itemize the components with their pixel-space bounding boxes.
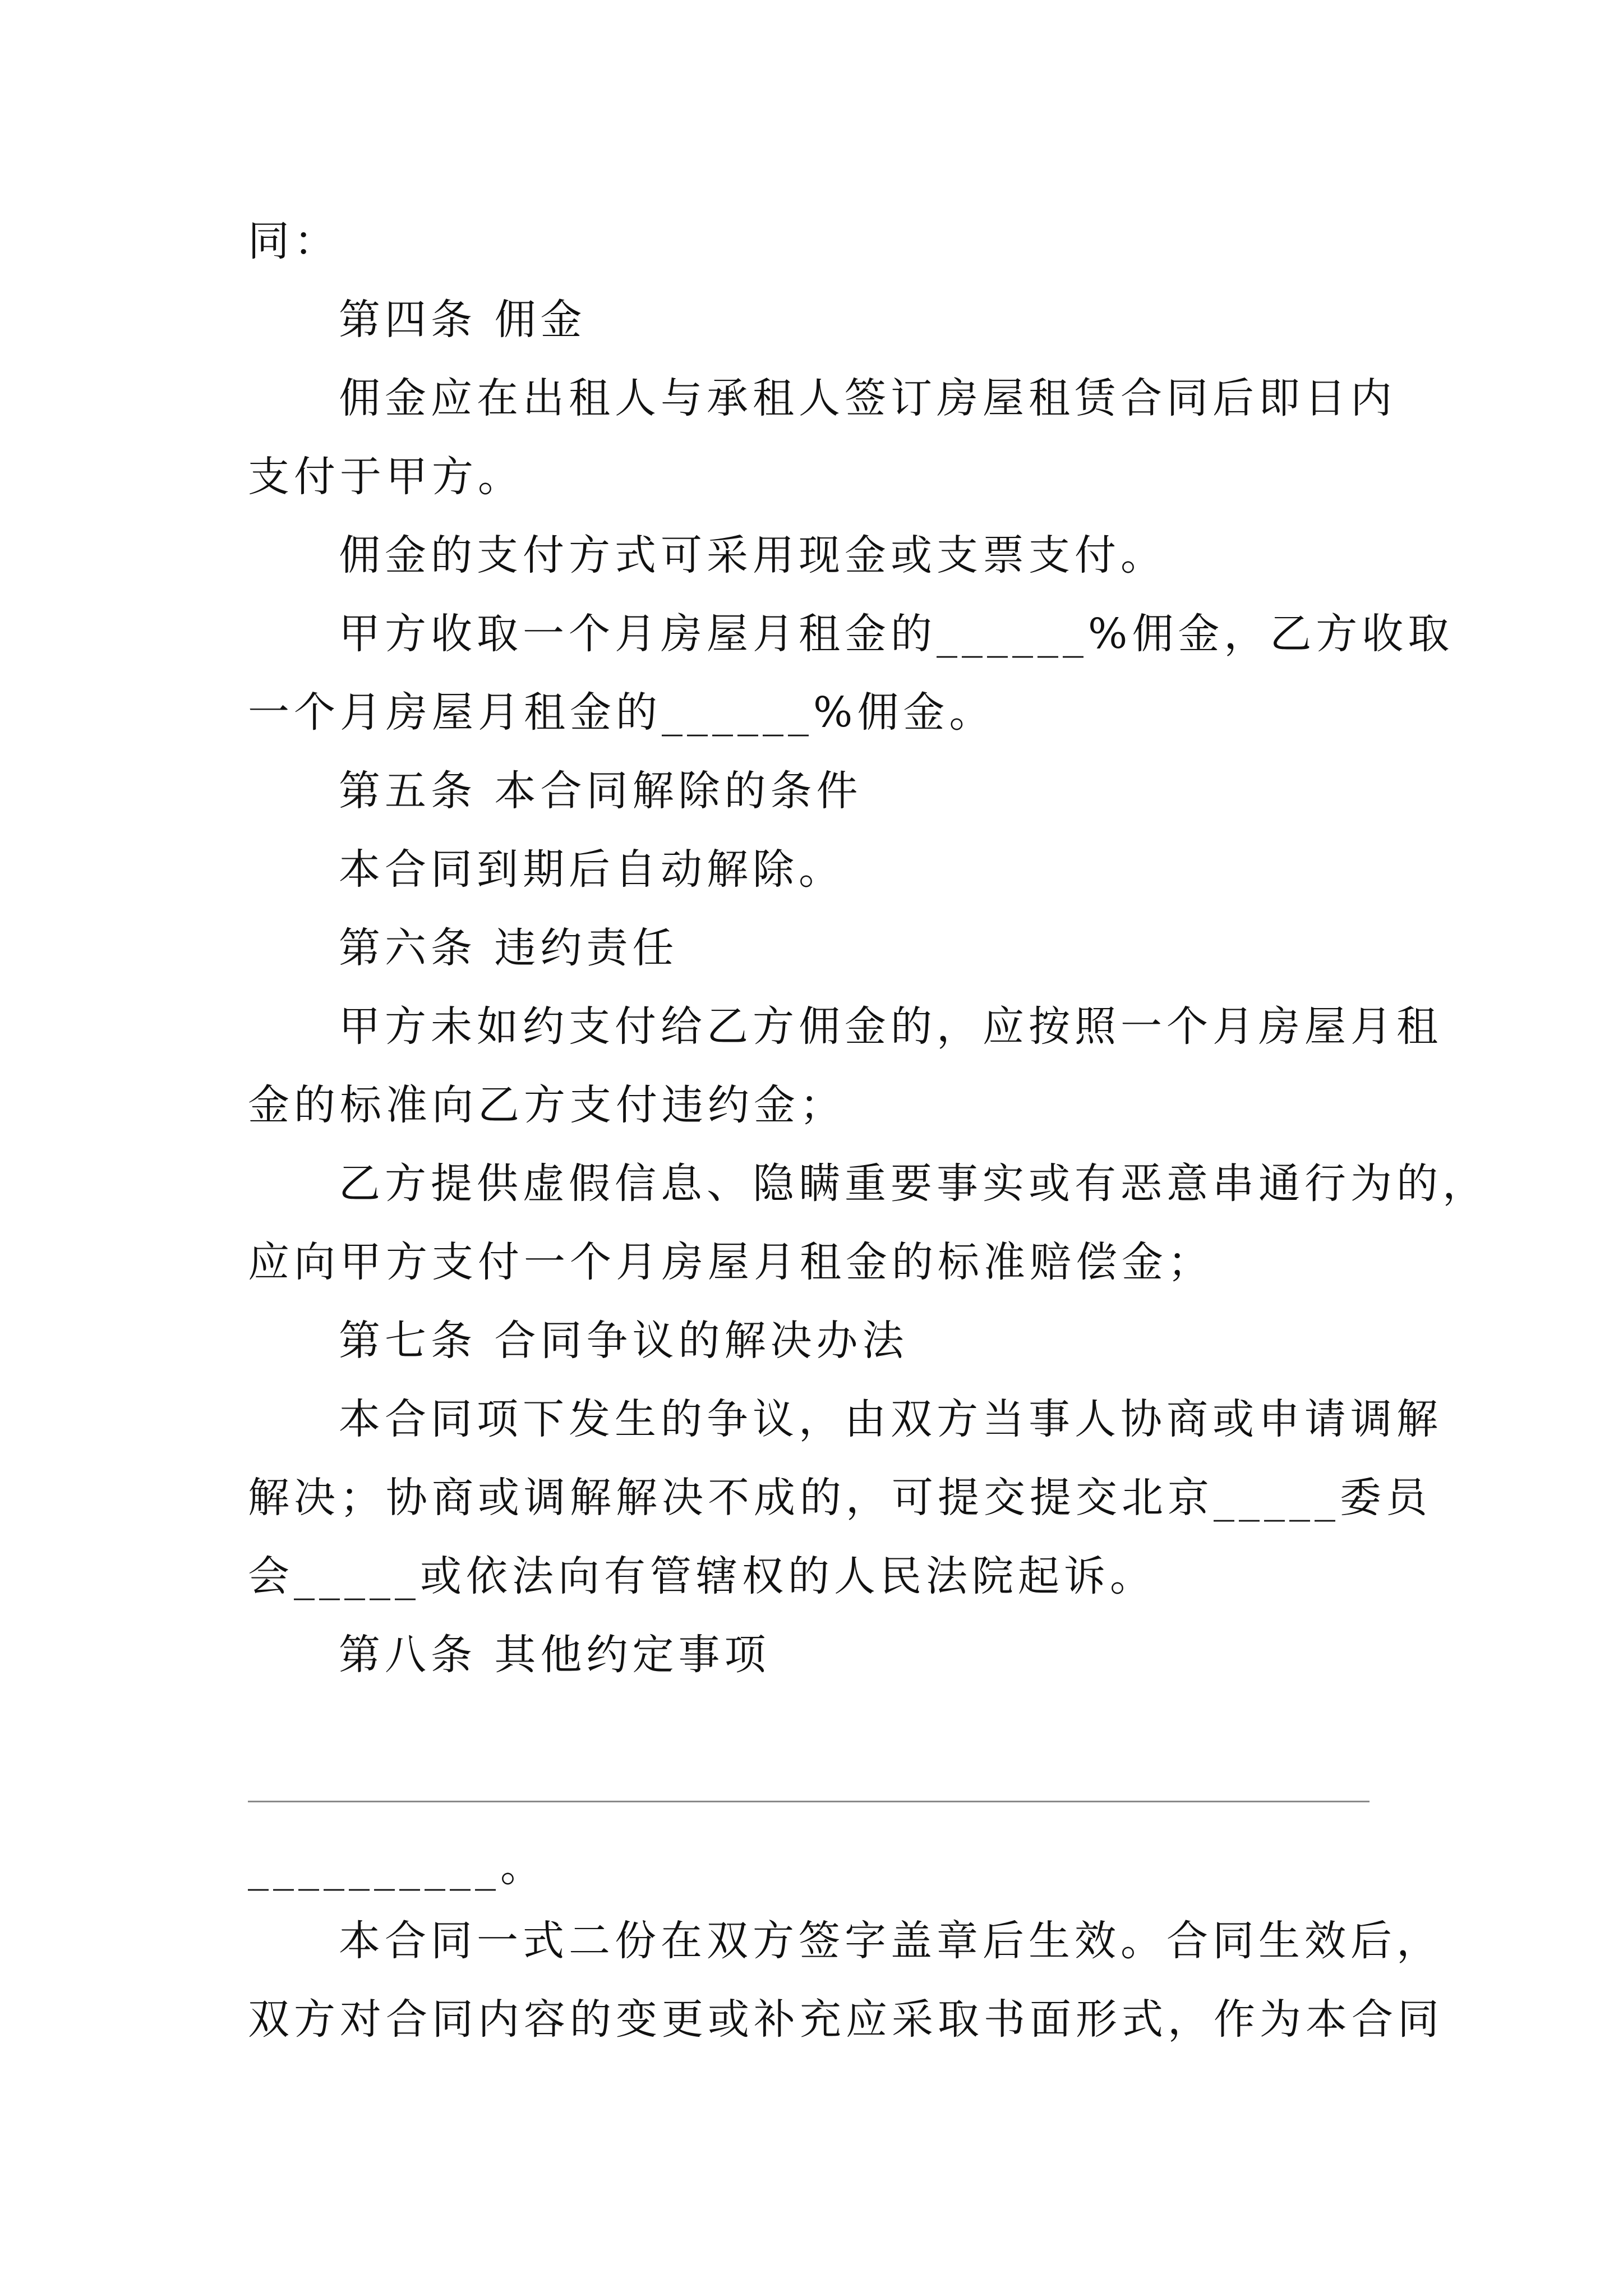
text-line: 应向甲方支付一个月房屋月租金的标准赔偿金； — [248, 1238, 1214, 1286]
text-line: 甲方收取一个月房屋月租金的______%佣金，乙方收取 — [339, 610, 1454, 658]
article-heading: 第六条 违约责任 — [339, 924, 679, 972]
text-line: 一个月房屋月租金的______%佣金。 — [248, 688, 995, 737]
text-line: 本合同项下发生的争议，由双方当事人协商或申请调解 — [339, 1395, 1442, 1443]
text-line: __________。 — [248, 1843, 546, 1891]
text-line: 同： — [248, 217, 340, 265]
text-line: 本合同一式二份在双方签字盖章后生效。合同生效后， — [339, 1917, 1442, 1965]
article-heading: 第四条 佣金 — [339, 296, 587, 344]
text-line: 双方对合同内容的变更或补充应采取书面形式，作为本合同 — [248, 1995, 1444, 2044]
text-line: 佣金的支付方式可采用现金或支票支付。 — [339, 531, 1166, 579]
article-heading: 第五条 本合同解除的条件 — [339, 767, 863, 815]
text-line: 支付于甲方。 — [248, 453, 524, 501]
text-line: 甲方未如约支付给乙方佣金的，应按照一个月房屋月租 — [339, 1002, 1442, 1051]
article-heading: 第七条 合同争议的解决办法 — [339, 1317, 909, 1365]
text-line: 佣金应在出租人与承租人签订房屋租赁合同后即日内 — [339, 374, 1396, 422]
fill-in-blank-line — [248, 1801, 1370, 1802]
text-line: 会_____或依法向有管辖权的人民法院起诉。 — [248, 1552, 1156, 1600]
text-line: 金的标准向乙方支付违约金； — [248, 1081, 846, 1129]
article-heading: 第八条 其他约定事项 — [339, 1631, 771, 1679]
text-line: 解决；协商或调解解决不成的，可提交提交北京_____委员 — [248, 1474, 1432, 1522]
text-line: 本合同到期后自动解除。 — [339, 845, 845, 894]
text-line: 乙方提供虚假信息、隐瞒重要事实或有恶意串通行为的， — [339, 1159, 1488, 1208]
